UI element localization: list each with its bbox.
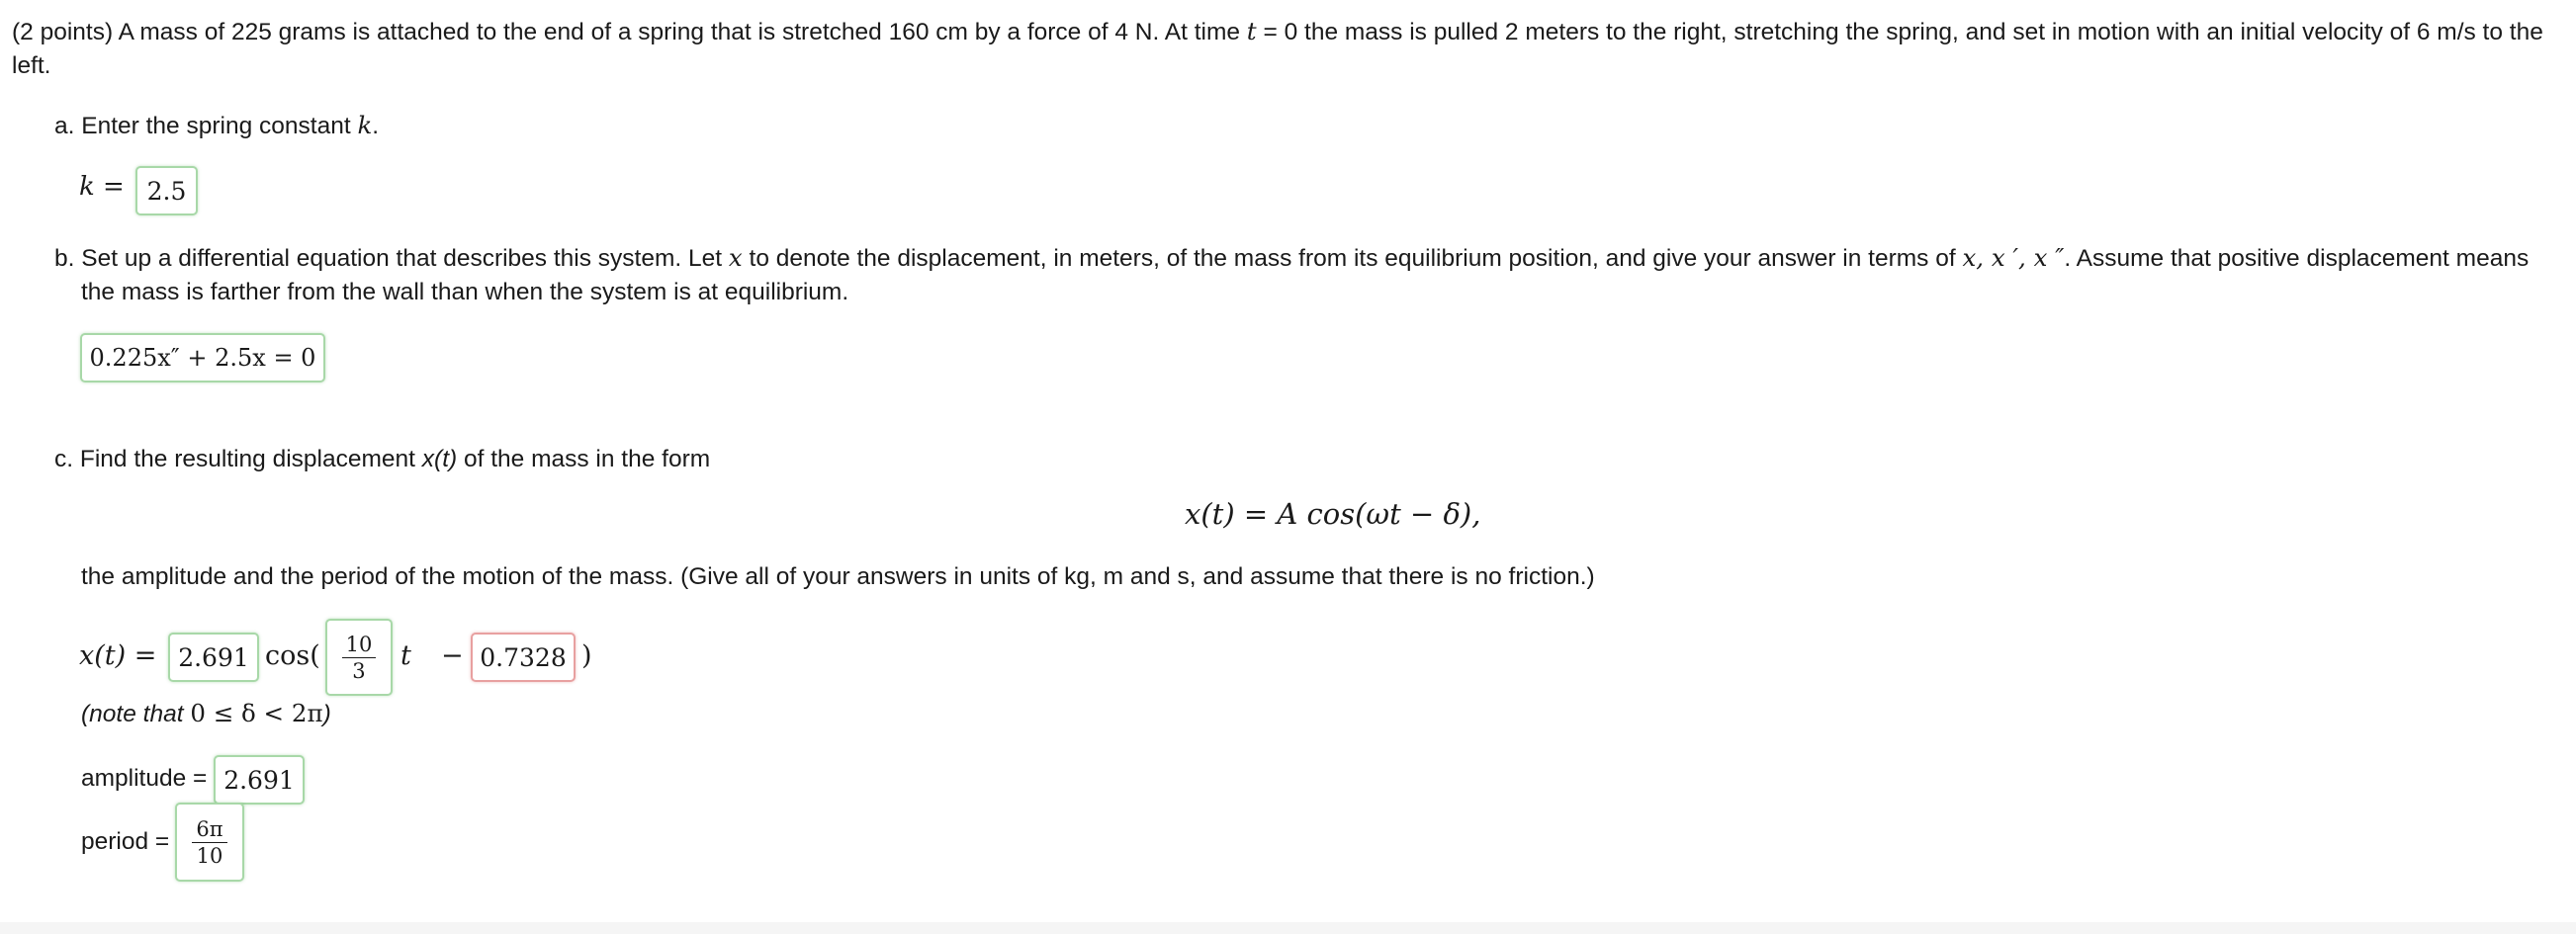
part-b-text-1c: . Assume that positive displacement means bbox=[2064, 245, 2530, 272]
intro-text-1b: = 0 the mass is pulled 2 meters to the right, stretching the spring, and set in motion with an initial velocity of 6 m/s to the bbox=[1263, 19, 2543, 45]
part-c-text-b: of the mass in the form bbox=[463, 446, 711, 472]
note-prefix: (note that bbox=[81, 701, 184, 727]
part-a-text: a. Enter the spring constant bbox=[54, 113, 351, 139]
omega-fraction bbox=[342, 633, 377, 683]
xt-equals-label: x(t) = bbox=[79, 640, 157, 671]
part-a-lhs bbox=[79, 172, 125, 202]
note-math: 0 ≤ δ < 2π bbox=[190, 699, 323, 727]
part-c-xt: x(t) bbox=[421, 446, 458, 472]
intro-t-variable: t bbox=[1246, 17, 1257, 45]
phase-shift-input[interactable]: 0.7328 bbox=[471, 633, 576, 682]
differential-equation-input[interactable]: 0.225x″ + 2.5x = 0 bbox=[80, 333, 325, 382]
amplitude-coefficient-input[interactable]: 2.691 bbox=[168, 633, 259, 682]
part-b-x-variable: x bbox=[728, 243, 743, 272]
part-a-k-variable: k bbox=[357, 111, 373, 139]
intro-text-1: (2 points) A mass of 225 grams is attached to the end of a spring that is stretched 160 cm by a force of 4 N. At time bbox=[12, 19, 1240, 45]
problem-statement bbox=[12, 14, 2543, 49]
part-b-text-2: the mass is farther from the wall than when the system is at equilibrium. bbox=[81, 279, 849, 305]
part-b-text-1: b. Set up a differential equation that describes this system. Let bbox=[54, 245, 723, 272]
part-c-text-a: c. Find the resulting displacement bbox=[54, 446, 415, 472]
amplitude-input[interactable]: 2.691 bbox=[214, 755, 305, 805]
phase-note bbox=[81, 696, 331, 731]
angular-frequency-input[interactable] bbox=[325, 619, 393, 696]
period-input[interactable] bbox=[175, 803, 244, 882]
intro-text-2: left. bbox=[12, 52, 51, 79]
close-paren: ) bbox=[581, 640, 592, 671]
period-fraction bbox=[192, 817, 226, 868]
note-suffix: ) bbox=[322, 701, 331, 727]
period-label: period = bbox=[81, 828, 170, 855]
part-a-prompt bbox=[54, 108, 379, 143]
omega-numerator: 10 bbox=[342, 633, 377, 658]
minus-sign: − bbox=[441, 640, 464, 671]
displacement-formula: x(t) = A cos(ωt − δ), bbox=[1185, 497, 1481, 531]
k-equals-label: k = bbox=[79, 172, 125, 202]
part-b-vars: x, x ′, x ″ bbox=[1962, 243, 2065, 272]
amplitude-label: amplitude = bbox=[81, 765, 208, 792]
period-numerator: 6π bbox=[192, 817, 226, 843]
period-denominator: 10 bbox=[196, 843, 223, 868]
spring-constant-input[interactable]: 2.5 bbox=[135, 166, 198, 215]
part-b-prompt bbox=[54, 240, 2529, 276]
omega-denominator: 3 bbox=[352, 658, 366, 683]
part-c-prompt bbox=[54, 442, 710, 476]
part-a-period: . bbox=[372, 113, 380, 139]
part-c-text-2: the amplitude and the period of the motion of the mass. (Give all of your answers in units of kg, m and s, and assume that there is no friction.) bbox=[81, 563, 1595, 590]
part-b-text-1b: to denote the displacement, in meters, of the mass from its equilibrium position, and give your answer in terms of bbox=[749, 245, 1956, 272]
cos-label: cos( bbox=[265, 640, 320, 671]
t-variable: t bbox=[400, 640, 411, 671]
